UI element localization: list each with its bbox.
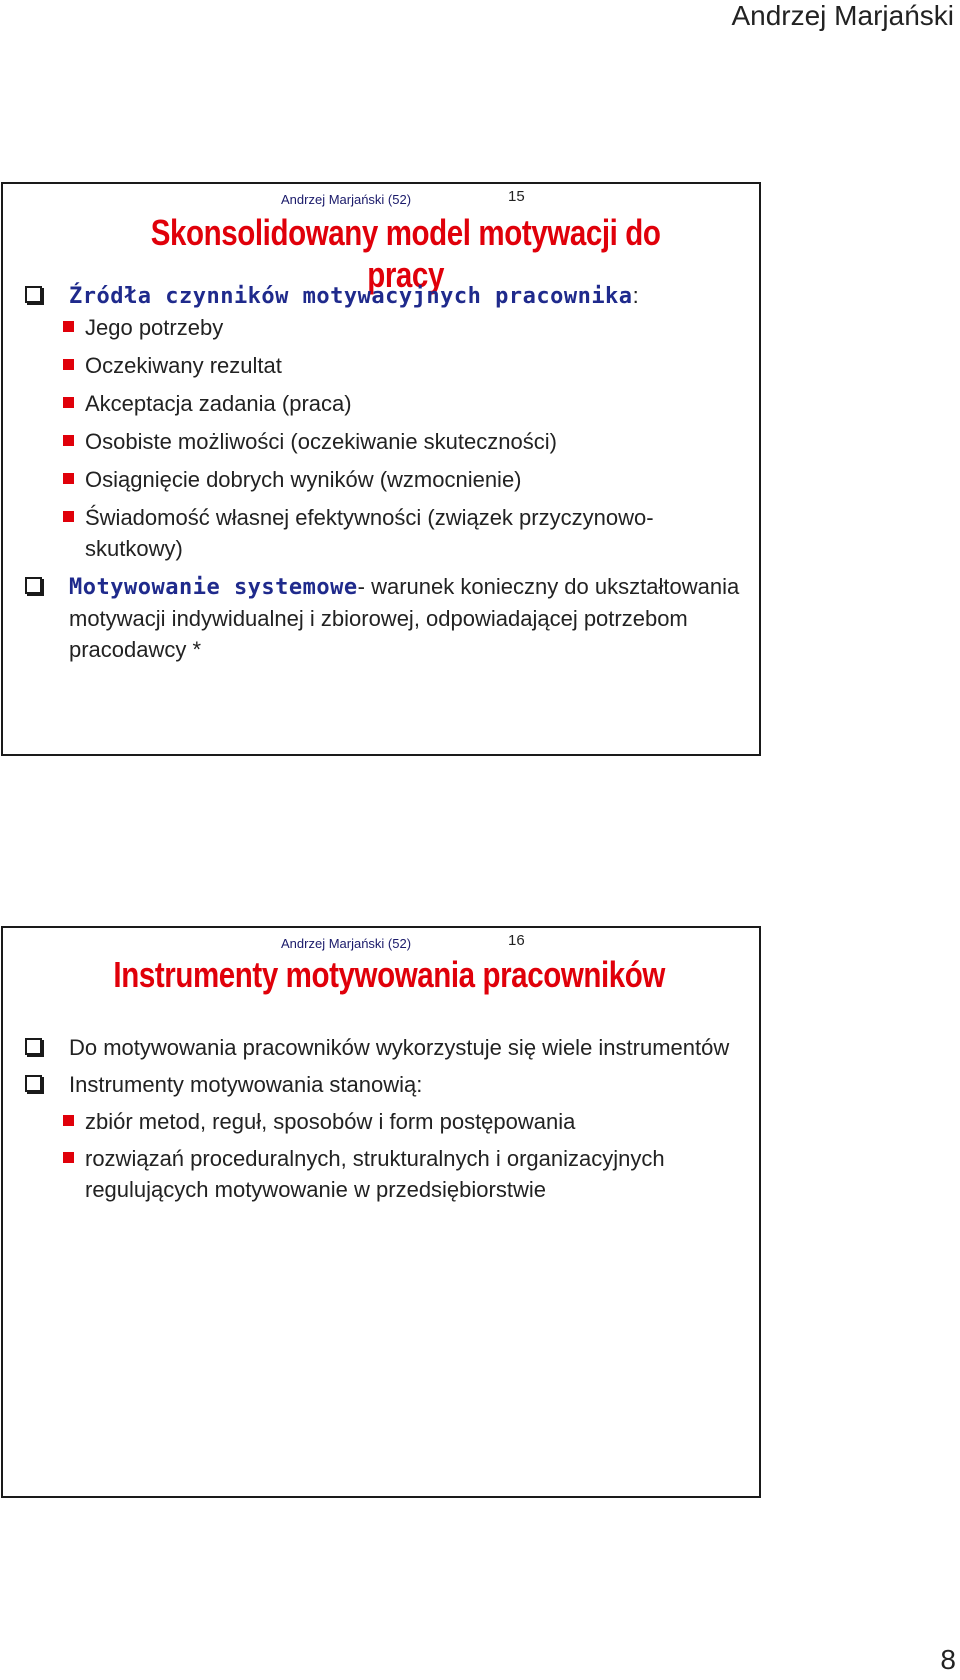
bullet-text: Instrumenty motywowania stanowią: [69, 1072, 423, 1097]
slide-title: Instrumenty motywowania pracowników [113, 954, 665, 995]
list-item [3, 426, 759, 457]
list-item [3, 1106, 759, 1137]
bullet-text: Do motywowania pracowników wykorzystuje się wiele instrumentów [69, 1035, 730, 1060]
list-item-text: Osobiste możliwości (oczekiwanie skuteczności) [85, 429, 557, 454]
list-item-text: zbiór metod, reguł, sposobów i form postępowania [85, 1109, 576, 1134]
slide-author: Andrzej Marjański (52) [281, 192, 412, 207]
slide-title: Skonsolidowany model motywacji do pracy [150, 212, 661, 295]
slide-number: 15 [508, 188, 525, 205]
square-bullet-icon [63, 473, 74, 484]
square-bullet-icon [63, 321, 74, 332]
list-item [3, 312, 759, 343]
list-item [3, 502, 759, 564]
bullet-text: - warunek konieczny do ukształtowania motywacji indywidualnej i zbiorowej, odpowiadającej potrzebom pracodawcy * [69, 574, 740, 662]
slide-author: Andrzej Marjański (52) [281, 936, 412, 951]
list-item-text: Jego potrzeby [85, 315, 224, 340]
square-bullet-icon [63, 511, 74, 522]
bullet-systemic-motivation [21, 571, 759, 665]
bullet-heading: Motywowanie systemowe [69, 575, 358, 600]
page-number: 8 [940, 1644, 956, 1675]
square-bullet-icon [63, 359, 74, 370]
checkbox-bullet-icon [25, 1075, 42, 1092]
list-item [3, 1143, 759, 1205]
checkbox-bullet-icon [25, 1038, 42, 1055]
slide-content [3, 1032, 759, 1211]
square-bullet-icon [63, 435, 74, 446]
list-item-text: Akceptacja zadania (praca) [85, 391, 352, 416]
bullet-instruments-definition [21, 1069, 759, 1100]
square-bullet-icon [63, 1115, 74, 1126]
bullet-sources [21, 280, 759, 312]
list-item [3, 464, 759, 495]
list-item-text: Świadomość własnej efektywności (związek przyczynowo-skutkowy) [85, 505, 654, 561]
list-item-text: Osiągnięcie dobrych wyników (wzmocnienie) [85, 467, 522, 492]
slide-16 [1, 926, 761, 1498]
square-bullet-icon [63, 397, 74, 408]
list-item-text: Oczekiwany rezultat [85, 353, 282, 378]
bullet-heading: Źródła czynników motywacyjnych pracownika [69, 284, 633, 309]
page-header-author: Andrzej Marjański [731, 0, 954, 31]
list-item-text: rozwiązań proceduralnych, strukturalnych i organizacyjnych regulujących motywowanie w przedsiębiorstwie [85, 1146, 665, 1202]
list-item [3, 388, 759, 419]
slide-15 [1, 182, 761, 756]
checkbox-bullet-icon [25, 577, 42, 594]
slide-number: 16 [508, 932, 525, 949]
checkbox-bullet-icon [25, 286, 42, 303]
list-item [3, 350, 759, 381]
slide-content [3, 280, 759, 665]
bullet-colon: : [632, 283, 639, 308]
square-bullet-icon [63, 1152, 74, 1163]
bullet-instruments-usage [21, 1032, 759, 1063]
